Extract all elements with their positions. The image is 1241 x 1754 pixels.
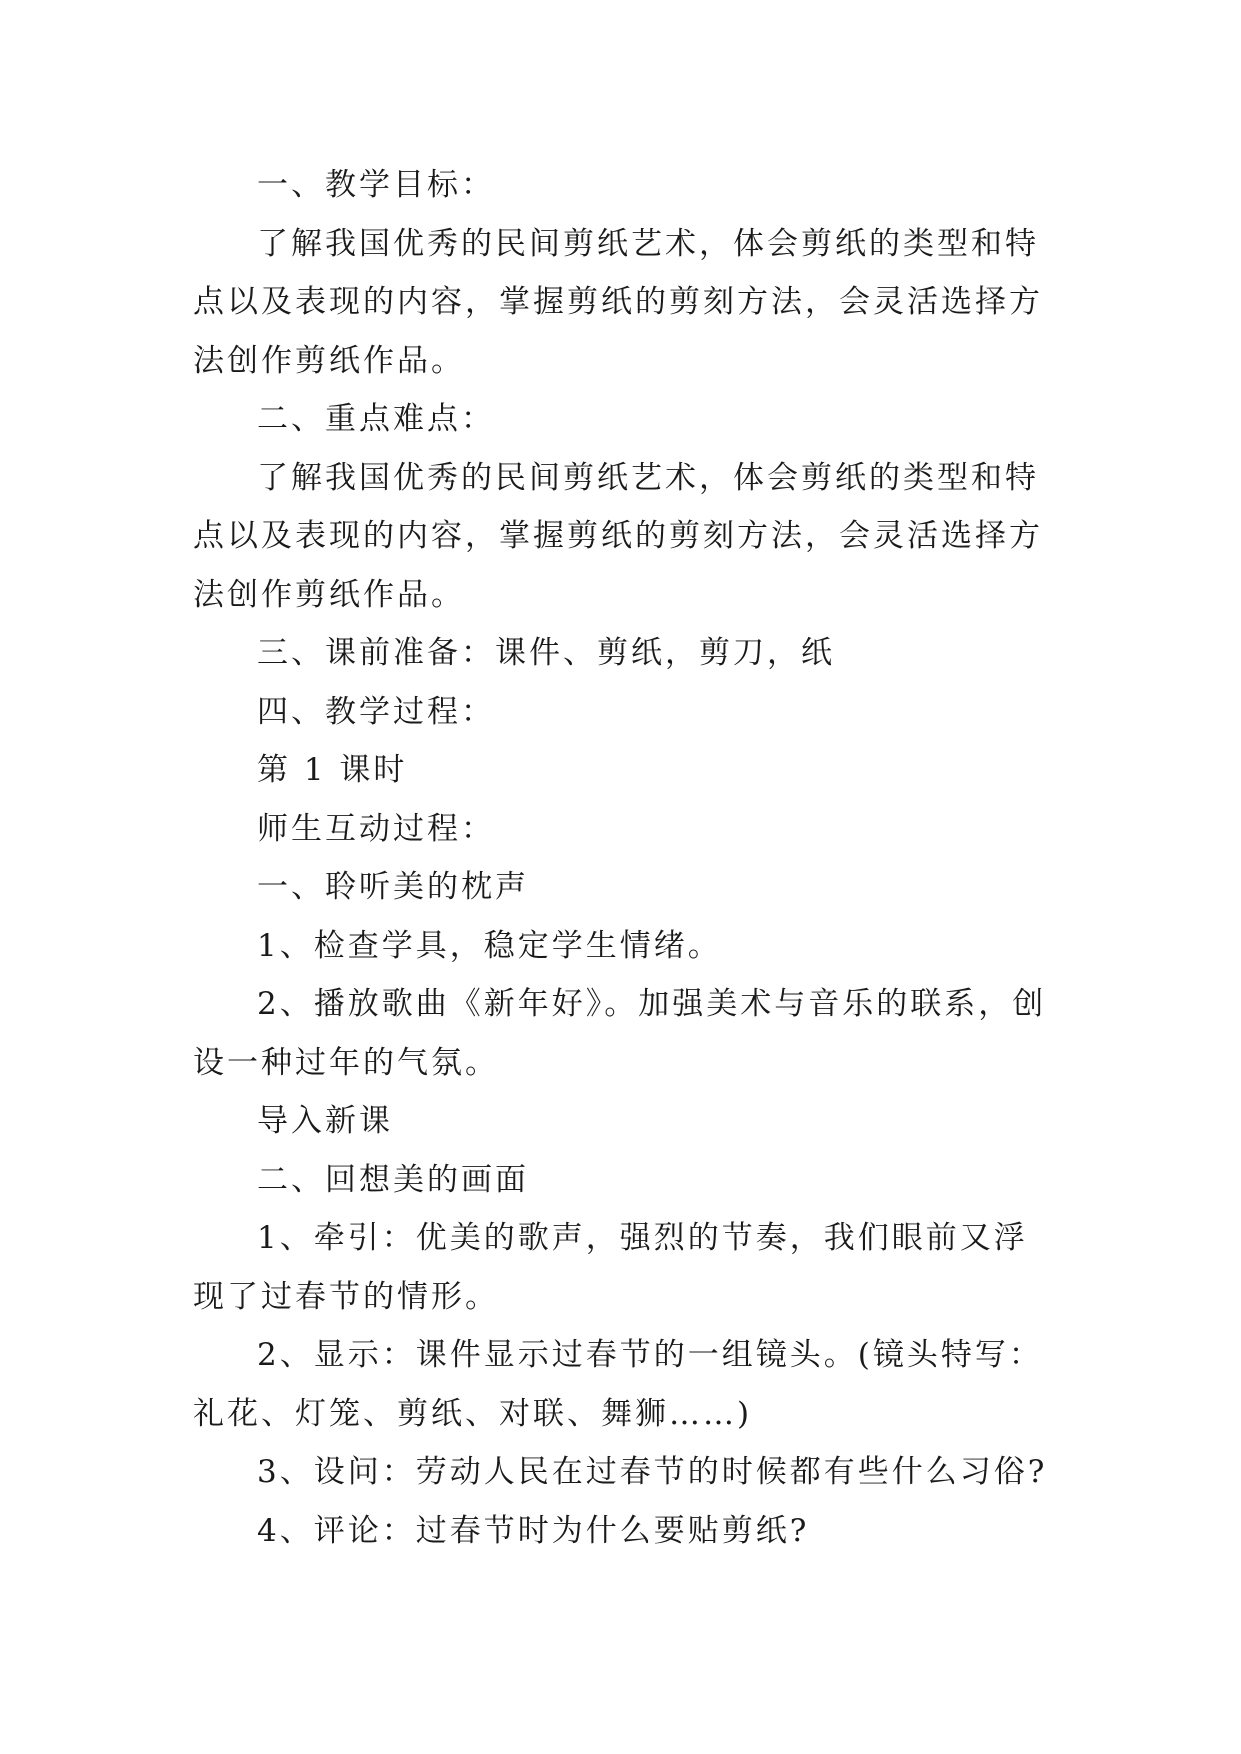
heading-new-lesson: 导入新课 [257,1103,393,1139]
heading-interaction: 师生互动过程： [257,810,495,847]
paragraph-teaching-goals: 了解我国优秀的民间剪纸艺术，体会剪纸的类型和特点以及表现的内容，掌握剪纸的剪刻方法，会灵活选择方法创作剪纸作品。 [193,225,1043,379]
section-recall: 二、回想美的画面 [257,1161,529,1198]
lesson-number: 第 1 课时 [257,752,408,788]
heading-teaching-goals: 一、教学目标： [257,167,495,203]
list-item: 1、牵引：优美的歌声，强烈的节奏，我们眼前又浮现了过春节的情形。 [193,1220,1028,1315]
paragraph-key-points: 了解我国优秀的民间剪纸艺术，体会剪纸的类型和特点以及表现的内容，掌握剪纸的剪刻方法，会灵活选择方法创作剪纸作品。 [193,459,1043,613]
section-listen: 一、聆听美的枕声 [257,869,529,905]
list-item: 2、播放歌曲《新年好》。加强美术与音乐的联系，创设一种过年的气氛。 [193,986,1047,1081]
document-page [193,156,1053,1560]
heading-key-points: 二、重点难点： [257,401,495,437]
list-item: 4、评论：过春节时为什么要贴剪纸? [257,1512,810,1549]
paragraph-preparation: 三、课前准备：课件、剪纸，剪刀，纸 [257,635,835,671]
list-item: 3、设问：劳动人民在过春节的时候都有些什么习俗? [257,1454,1048,1490]
heading-teaching-process: 四、教学过程： [257,693,495,730]
list-item: 1、检查学具，稳定学生情绪。 [257,927,722,964]
list-item: 2、显示：课件显示过春节的一组镜头。(镜头特写：礼花、灯笼、剪纸、对联、舞狮……) [193,1337,1043,1432]
